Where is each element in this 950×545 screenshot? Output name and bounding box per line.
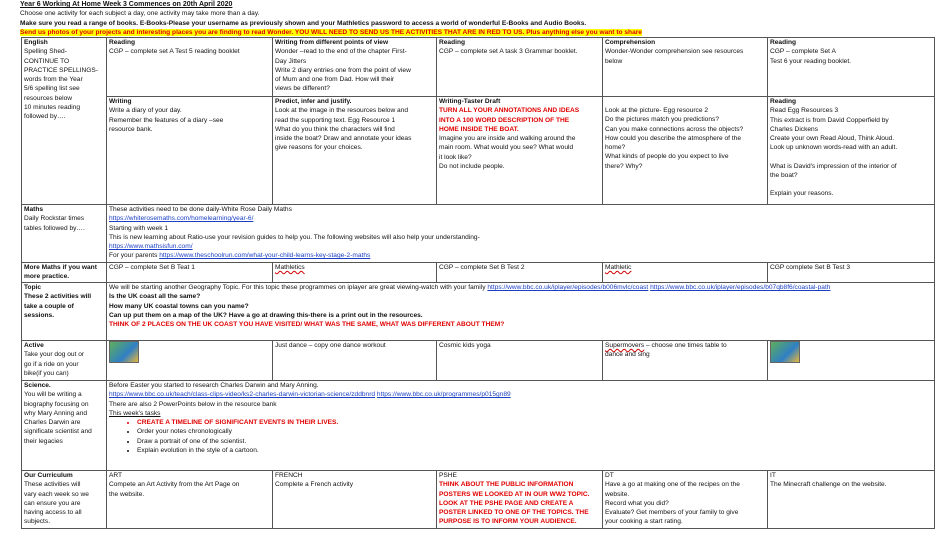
english-r2-thu: Look at the picture- Egg resource 2 Do the pictures match you predictions? Can you make connections across the objects? How could you describe the atmosphere of the home? What kinds of people do you expect to live there? Why? bbox=[603, 97, 768, 205]
theschoolrun-link[interactable]: https://www.theschoolrun.com/what-your-child-learns-key-stage-2-maths bbox=[159, 252, 371, 260]
active-thu: Supermovers – choose one times table to dance and sing bbox=[603, 341, 768, 381]
maths-content: These activities need to be done daily-White Rose Daily Maths https://whiterosemaths.com/homelearning/year-6/ Starting with week 1 This is new learning about Ratio-use your revision guides to help you. The following websites will also help your understanding- https://www.mathsisfun.com/ For your parents https://www.theschoolrun.com/what-your-child-learns-key-stage-2-maths bbox=[107, 205, 935, 263]
curriculum-pshe: PSHE THINK ABOUT THE PUBLIC INFORMATION POSTERS WE LOOKED AT IN OUR WW2 TOPIC. LOOK AT THE PSHE PAGE AND CREATE A POSTER LINKED TO ONE OF THE TOPICS. THE PURPOSE IS TO INFORM YOUR AUDIENCE. bbox=[437, 471, 603, 529]
active-label-cell: Active Take your dog out or go if a ride on your bike(if you can) bbox=[22, 341, 107, 381]
more-maths-thu: Mathletic bbox=[603, 263, 768, 283]
science-label-cell: Science. You will be writing a biography focusing on why Mary Anning and Charles Darwin are significate scientist and their legacies bbox=[22, 381, 107, 471]
english-r2-mon: Writing Write a diary of your day. Remember the features of a diary –see resource bank. bbox=[107, 97, 273, 205]
bbc-programmes-link[interactable]: https://www.bbc.co.uk/programmes/p015gn89 bbox=[376, 391, 511, 399]
english-r1-wed: Reading CGP – complete set A task 3 Grammar booklet. bbox=[437, 38, 603, 97]
bbc-coastal-path-link[interactable]: https://www.bbc.co.uk/iplayer/episodes/b07qb8f6/coastal-path bbox=[650, 284, 831, 291]
english-r1-fri: Reading CGP – complete Set A Test 6 your reading booklet. bbox=[768, 38, 935, 97]
science-row bbox=[22, 381, 935, 471]
topic-label-cell: Topic These 2 activities will take a couple of sessions. bbox=[22, 283, 107, 341]
active-photo-icon bbox=[109, 341, 139, 363]
curriculum-label-cell: Our Curriculum These activities will vary each week so we can ensure you are having access to all subjects. bbox=[22, 471, 107, 529]
maths-label-cell: Maths Daily Rockstar times tables followed by…. bbox=[22, 205, 107, 263]
english-r2-wed: Writing-Taster Draft TURN ALL YOUR ANNOTATIONS AND IDEAS INTO A 100 WORD DESCRIPTION OF THE HOME INSIDE THE BOAT. Imagine you are inside and walking around the main room. What would you see? What would it look like? Do not include people. bbox=[437, 97, 603, 205]
science-task-list: • CREATE A TIMELINE OF SIGNIFICANT EVENTS IN THEIR LIVES. • Order your notes chronologically • Draw a portrait of one of the scientist. • Explain evolution in the style of a cartoon. bbox=[109, 418, 932, 455]
supermovers-photo-icon bbox=[770, 341, 800, 363]
white-rose-link[interactable]: https://whiterosemaths.com/homelearning/year-6/ bbox=[109, 215, 254, 223]
active-tue: Just dance – copy one dance workout bbox=[273, 341, 437, 381]
curriculum-dt: DT Have a go at making one of the recipes on the website. Record what you did? Evaluate? Get members of your family to give your cooking a start rating. bbox=[603, 471, 768, 529]
english-row-2 bbox=[22, 97, 935, 205]
intro-line-1: Choose one activity for each subject a day, one activity may take more than a day. bbox=[20, 10, 260, 18]
english-r1-tue: Writing from different points of view Wonder –read to the end of the chapter First- Day Jitters Write 2 diary entries one from the point of view of Mum and one from Dad. How will their views be different? bbox=[273, 38, 437, 97]
more-maths-mon: CGP – complete Set B Teat 1 bbox=[107, 263, 273, 283]
active-fri bbox=[768, 341, 935, 381]
english-r1-mon: Reading CGP – complete set A Test 5 reading booklet bbox=[107, 38, 273, 97]
curriculum-it: IT The Minecraft challenge on the website. bbox=[768, 471, 935, 529]
document-header bbox=[20, 0, 940, 37]
curriculum-french: FRENCH Complete a French activity bbox=[273, 471, 437, 529]
active-wed: Cosmic kids yoga bbox=[437, 341, 603, 381]
curriculum-row bbox=[22, 471, 935, 529]
english-label-cell bbox=[22, 38, 107, 205]
intro-highlight: Send us photos of your projects and interesting places you are finding to read Wonder. YOU WILL NEED TO SEND US THE ACTIVITIES THAT ARE IN RED TO US. Plus anything else you want to share bbox=[20, 28, 642, 36]
bbc-coast-link[interactable]: https://www.bbc.co.uk/iplayer/episodes/b006mvlc/coast bbox=[487, 284, 649, 291]
english-label: English bbox=[24, 39, 48, 46]
document-title: Year 6 Working At Home Week 3 Commences on 20th April 2020 bbox=[20, 1, 233, 8]
intro-line-2: Make sure you read a range of books. E-Books-Please your username as previously shown and your Mathletics password to access a world of wonderful E-Books and Audio Books. bbox=[20, 19, 587, 27]
curriculum-art: ART Compete an Art Activity from the Art Page on the website. bbox=[107, 471, 273, 529]
timetable bbox=[21, 37, 935, 529]
english-desc: Spelling Shed- CONTINUE TO PRACTICE SPELLINGS- words from the Year 5/6 spelling list see resources below 10 minutes reading followed by…. bbox=[24, 48, 99, 121]
more-maths-fri: CGP complete Set B Test 3 bbox=[768, 263, 935, 283]
topic-row bbox=[22, 283, 935, 341]
mathsisfun-link[interactable]: https://www.mathsisfun.com/ bbox=[109, 243, 193, 251]
active-mon bbox=[107, 341, 273, 381]
more-maths-tue: Mathletics bbox=[273, 263, 437, 283]
more-maths-label: More Maths if you want more practice. bbox=[22, 263, 107, 283]
science-content: Before Easter you started to research Charles Darwin and Mary Anning. https://www.bbc.co.uk/teach/class-clips-video/ks2-charles-darwin-victorian-science/zddbnrd https://www.bbc.co.uk/programmes/p015gn89 There are also 2 PowerPoints below in the resource bank This week's tasks • CREATE A TIMELINE OF SIGNIFICANT EVENTS IN THEIR LIVES. • Order your notes chronologically • Draw a portrait of one of the scientist. • Explain evolution in the style of a cartoon. bbox=[107, 381, 935, 471]
english-row-1 bbox=[22, 38, 935, 97]
bbc-darwin-link[interactable]: https://www.bbc.co.uk/teach/class-clips-video/ks2-charles-darwin-victorian-science/zddbnrd bbox=[109, 391, 376, 399]
more-maths-wed: CGP – complete Set B Test 2 bbox=[437, 263, 603, 283]
topic-content: We will be starting another Geography Topic. For this topic these programmes on iplayer are great viewing-watch with your family https://www.bbc.co.uk/iplayer/episodes/b006mvlc/coast https://www.bbc.co.uk/iplayer/episodes/b07qb8f6/coastal-path Is the UK coast all the same? How many UK coastal towns can you name? Can up put them on a map of the UK? Have a go at drawing this-there is a print out in the resources. THINK OF 2 PLACES ON THE UK COAST YOU HAVE VISITED/ WHAT WAS THE SAME, WHAT WAS DIFFERENT ABOUT THEM? bbox=[107, 283, 935, 341]
maths-row bbox=[22, 205, 935, 263]
active-row bbox=[22, 341, 935, 381]
english-r2-tue: Predict, infer and justify. Look at the image in the resources below and read the supporting text. Egg Resource 1 What do you think the characters will find inside the boat? Draw and annotate your ideas give reasons for your choices. bbox=[273, 97, 437, 205]
english-r2-fri: Reading Read Egg Resources 3 This extract is from David Copperfield by Charles Dickens Create your own Read Aloud, Think Aloud. Look up unknown words-read with an adult. What is David's impression of the interior of the boat? Explain your reasons. bbox=[768, 97, 935, 205]
more-maths-row bbox=[22, 263, 935, 283]
english-r1-thu: Comprehension Wonder-Wonder comprehension see resources below bbox=[603, 38, 768, 97]
